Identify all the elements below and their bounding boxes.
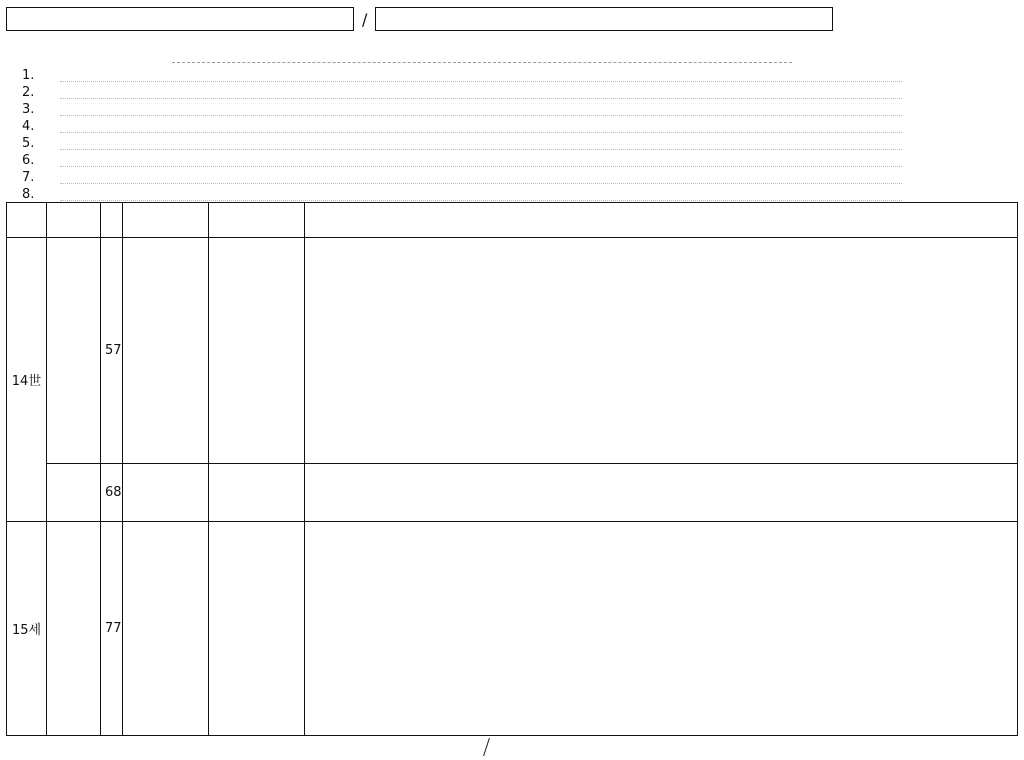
name-cell bbox=[47, 464, 101, 522]
header-years bbox=[209, 203, 305, 238]
header-separator: / bbox=[362, 9, 368, 29]
list-item-number: 8. bbox=[22, 187, 35, 202]
header-right bbox=[375, 7, 833, 31]
list-item-number: 4. bbox=[22, 119, 35, 134]
header-record bbox=[305, 203, 1018, 238]
table-row bbox=[7, 238, 1018, 464]
age-cell: 77 bbox=[101, 522, 123, 736]
header-age bbox=[101, 203, 123, 238]
header-gen bbox=[7, 203, 47, 238]
list-item bbox=[22, 67, 1002, 84]
siblings-cell bbox=[123, 522, 209, 736]
age-cell: 57 bbox=[101, 238, 123, 464]
siblings-cell bbox=[123, 464, 209, 522]
list-item-text bbox=[60, 120, 902, 133]
list-item bbox=[22, 118, 1002, 135]
gen-cell: 14世 bbox=[7, 238, 47, 522]
list-item-number: 6. bbox=[22, 153, 35, 168]
list-item-number: 7. bbox=[22, 170, 35, 185]
record-table bbox=[6, 202, 1018, 736]
list-item-text bbox=[60, 154, 902, 167]
list-item-text bbox=[60, 103, 902, 116]
item-list bbox=[22, 44, 1002, 203]
table-header-row bbox=[7, 203, 1018, 238]
age-cell: 68 bbox=[101, 464, 123, 522]
list-item-number: 2. bbox=[22, 85, 35, 100]
table-row bbox=[7, 464, 1018, 522]
list-item-text bbox=[60, 137, 902, 150]
list-title bbox=[172, 44, 792, 63]
list-item-text bbox=[60, 69, 902, 82]
list-item bbox=[22, 84, 1002, 101]
list-item-number: 5. bbox=[22, 136, 35, 151]
list-item bbox=[22, 186, 1002, 203]
list-item bbox=[22, 101, 1002, 118]
list-item bbox=[22, 152, 1002, 169]
record-cell bbox=[305, 238, 1018, 464]
years-cell bbox=[209, 522, 305, 736]
years-cell bbox=[209, 238, 305, 464]
siblings-cell bbox=[123, 238, 209, 464]
years-cell bbox=[209, 464, 305, 522]
list-item-text bbox=[60, 171, 902, 184]
record-cell bbox=[305, 522, 1018, 736]
header-left bbox=[6, 7, 354, 31]
list-item-number: 3. bbox=[22, 102, 35, 117]
name-cell bbox=[47, 238, 101, 464]
list-item-text bbox=[60, 86, 902, 99]
gen-cell: 15세 bbox=[7, 522, 47, 736]
header-siblings bbox=[123, 203, 209, 238]
record-cell bbox=[305, 464, 1018, 522]
list-item bbox=[22, 135, 1002, 152]
list-item-text bbox=[60, 188, 902, 201]
header-bar bbox=[6, 6, 833, 32]
name-cell bbox=[47, 522, 101, 736]
header-name bbox=[47, 203, 101, 238]
list-item bbox=[22, 169, 1002, 186]
pen-mark bbox=[483, 738, 504, 756]
table-row bbox=[7, 522, 1018, 736]
list-item-number: 1. bbox=[22, 68, 35, 83]
